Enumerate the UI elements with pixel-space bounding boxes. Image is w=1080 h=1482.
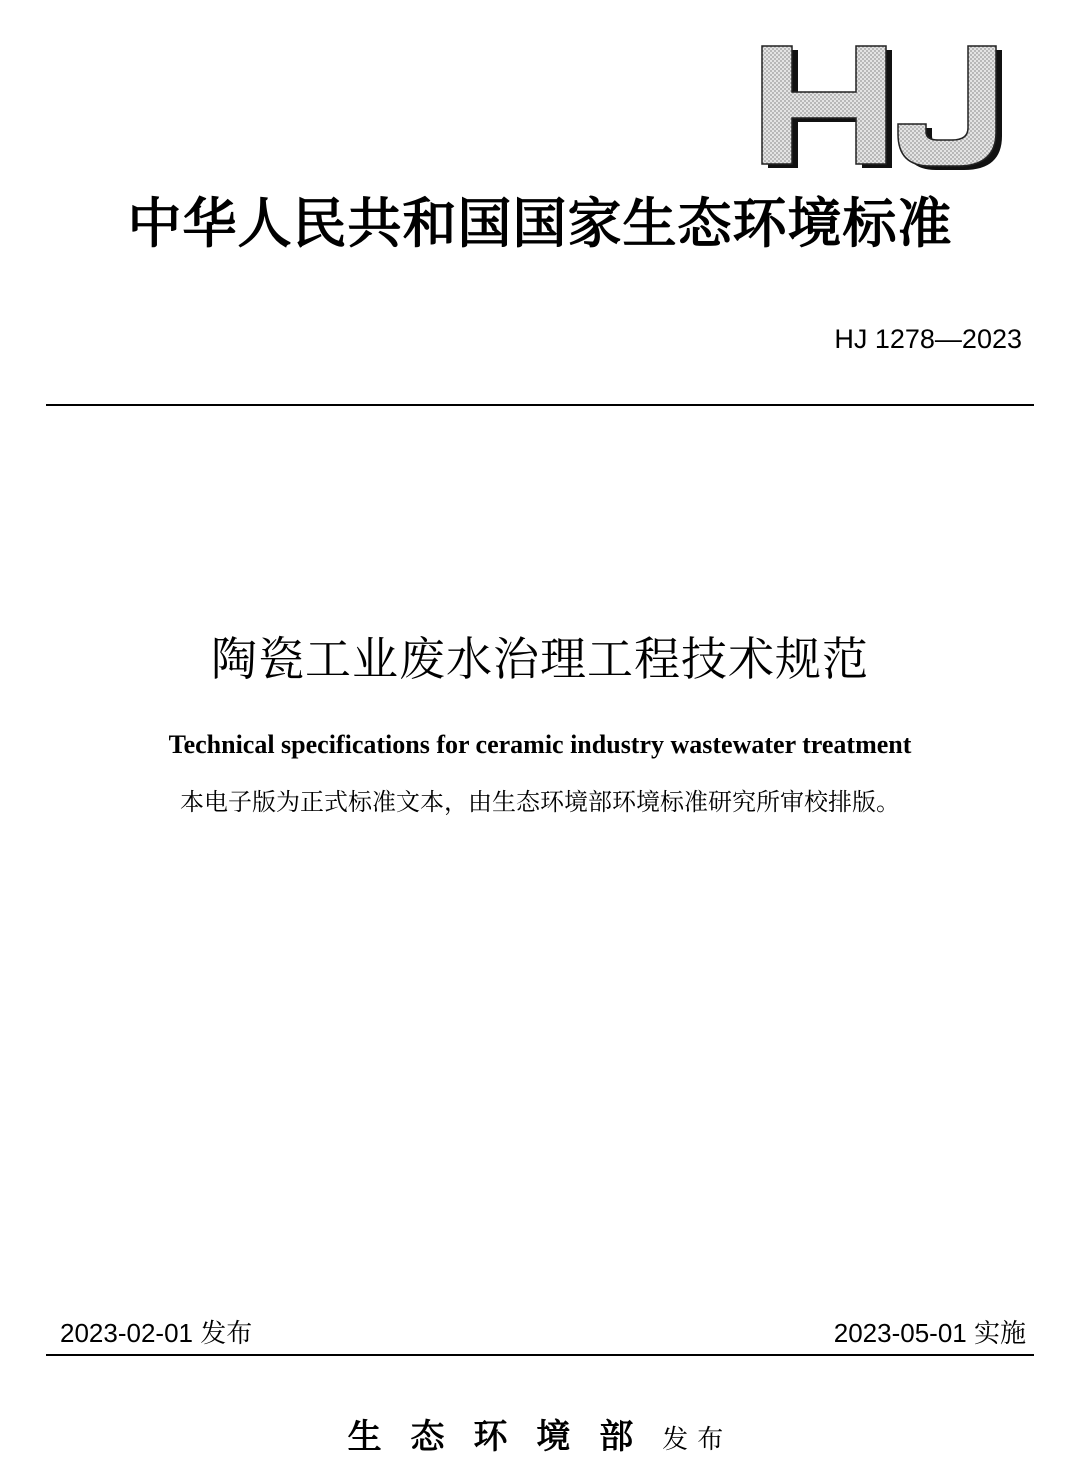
standard-number: HJ 1278—2023 <box>834 324 1022 354</box>
chinese-title: 陶瓷工业废水治理工程技术规范 <box>211 632 869 686</box>
edition-note: 本电子版为正式标准文本，由生态环境部环境标准研究所审校排版。 <box>180 788 900 816</box>
org-title: 中华人民共和国国家生态环境标准 <box>127 191 953 255</box>
top-divider <box>46 404 1034 406</box>
hj-logo-graphic <box>752 40 1002 175</box>
publisher-issued: 发布 <box>662 1425 733 1455</box>
english-title: Technical specifications for ceramic industry wastewater treatment <box>168 730 912 759</box>
bottom-divider <box>46 1354 1034 1356</box>
issue-date: 2023-02-01 发布 <box>60 1318 253 1348</box>
publisher <box>0 1417 1080 1457</box>
hj-logo <box>752 40 1002 175</box>
implementation-date: 2023-05-01 实施 <box>833 1318 1026 1348</box>
publisher-ministry: 生态环境部 <box>347 1417 663 1457</box>
